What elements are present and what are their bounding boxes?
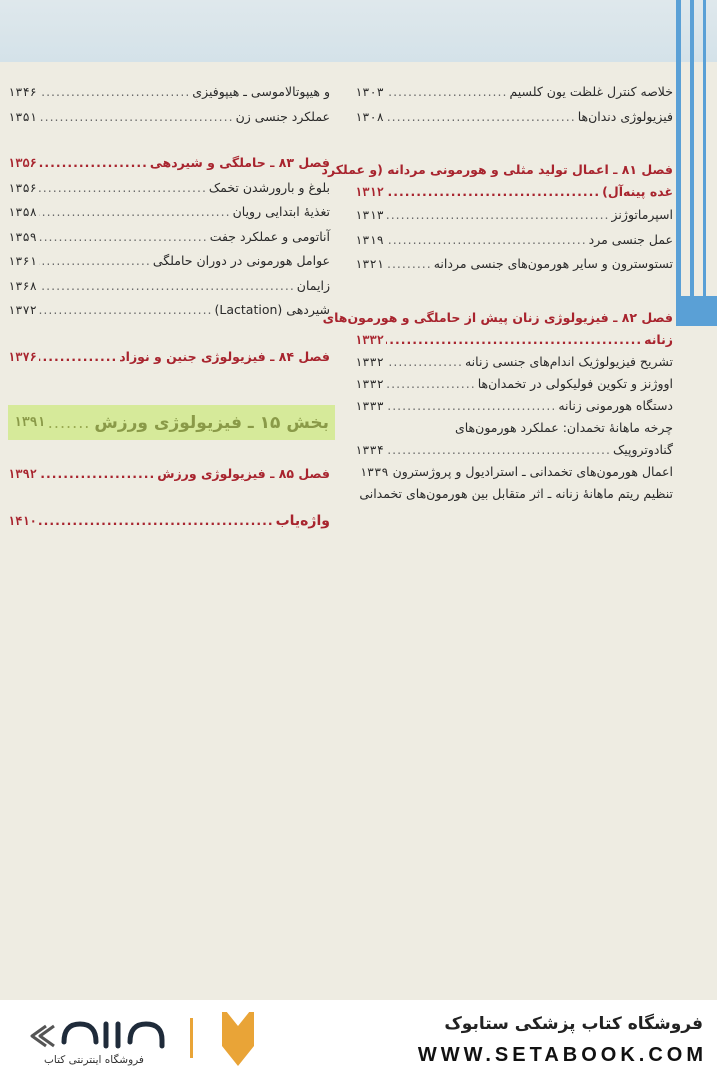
chapter-heading: فصل ۸۲ ـ فیزیولوژی زنان پیش از حاملگی و هورمون‌های xyxy=(322,309,673,325)
toc-entry: عمل جنسی مرد ..... ۱۳۱۹ xyxy=(355,228,673,253)
toc-entry: تغذیهٔ ابتدایی رویان ..... ۱۳۵۸ xyxy=(8,200,330,225)
top-band xyxy=(0,0,717,62)
toc-right-column xyxy=(321,80,673,505)
toc-entry: گنادوتروپیک ..... ۱۳۳۴ xyxy=(355,439,673,461)
toc-left-column xyxy=(8,80,330,369)
blue-stripe xyxy=(690,0,694,300)
logo-caption: فروشگاه اینترنتی کتاب xyxy=(44,1054,144,1066)
toc-entry: عوامل هورمونی در دوران حاملگی ..... ۱۳۶۱ xyxy=(8,249,330,274)
toc-entry: اسپرماتوژنز ..... ۱۳۱۳ xyxy=(355,203,673,228)
toc-entry: شیردهی (Lactation) ..... ۱۳۷۲ xyxy=(8,298,330,323)
blue-stripe xyxy=(676,0,681,300)
toc-entry: تنظیم ریتم ماهانهٔ زنانه ـ اثر متقابل بین هورمون‌های تخمدانی xyxy=(359,485,673,501)
toc-entry: اووژنز و تکوین فولیکولی در تخمدان‌ها ..... ۱۳۳۲ xyxy=(355,373,673,395)
toc-left-column-lower xyxy=(8,462,330,533)
toc-entry: فیزیولوژی دندان‌ها ..... ۱۳۰۸ xyxy=(355,105,673,130)
footer-banner xyxy=(0,1000,717,1080)
toc-entry: چرخه ماهانهٔ تخمدان: عملکرد هورمون‌های xyxy=(454,419,673,435)
chapter-heading: غده پینه‌آل) ..... ۱۳۱۲ xyxy=(355,181,673,203)
toc-entry: و هیپوتالاموسی ـ هیپوفیزی ..... ۱۳۴۶ xyxy=(8,80,330,105)
store-url[interactable]: WWW.SETABOOK.COM xyxy=(417,1044,707,1066)
chapter-heading: فصل ۸۱ ـ اعمال تولید مثلی و هورمونی مردانه (و عملکرد xyxy=(321,162,673,177)
store-name: فروشگاه کتاب پزشکی ستابوک xyxy=(444,1014,703,1034)
toc-entry: اعمال هورمون‌های تخمدانی ـ استرادیول و پروژسترون ۱۳۳۹ xyxy=(359,463,673,479)
chapter-heading: فصل ۸۵ ـ فیزیولوژی ورزش ..... ۱۳۹۲ xyxy=(8,462,330,487)
toc-entry: زایمان ..... ۱۳۶۸ xyxy=(8,274,330,299)
chevron-down-icon xyxy=(222,1012,254,1066)
thumb-tab xyxy=(676,296,717,326)
blue-stripe xyxy=(703,0,706,300)
toc-entry: تستوسترون و سایر هورمون‌های جنسی مردانه ..... ۱۳۲۱ xyxy=(355,252,673,277)
index-heading: واژه‌یاب ..... ۱۴۱۰ xyxy=(8,509,330,534)
chapter-heading: فصل ۸۴ ـ فیزیولوژی جنین و نوزاد ..... ۱۳۷۶ xyxy=(8,345,330,370)
toc-entry: آناتومی و عملکرد جفت ..... ۱۳۵۹ xyxy=(8,225,330,250)
toc-entry: خلاصه کنترل غلظت یون کلسیم ..... ۱۳۰۳ xyxy=(355,80,673,105)
toc-entry: بلوغ و بارورشدن تخمک ..... ۱۳۵۶ xyxy=(8,176,330,201)
toc-entry: تشریح فیزیولوژیک اندام‌های جنسی زنانه ..... ۱۳۳۲ xyxy=(355,351,673,373)
chapter-heading: زنانه ..... ۱۳۳۲ xyxy=(355,329,673,351)
chapter-heading: فصل ۸۳ ـ حاملگی و شیردهی ..... ۱۳۵۶ xyxy=(8,151,330,176)
toc-entry: عملکرد جنسی زن ..... ۱۳۵۱ xyxy=(8,105,330,130)
toc-entry: دستگاه هورمونی زنانه ..... ۱۳۳۳ xyxy=(355,395,673,417)
section-heading: بخش ۱۵ ـ فیزیولوژی ورزش ..... ۱۳۹۱ xyxy=(8,405,335,440)
